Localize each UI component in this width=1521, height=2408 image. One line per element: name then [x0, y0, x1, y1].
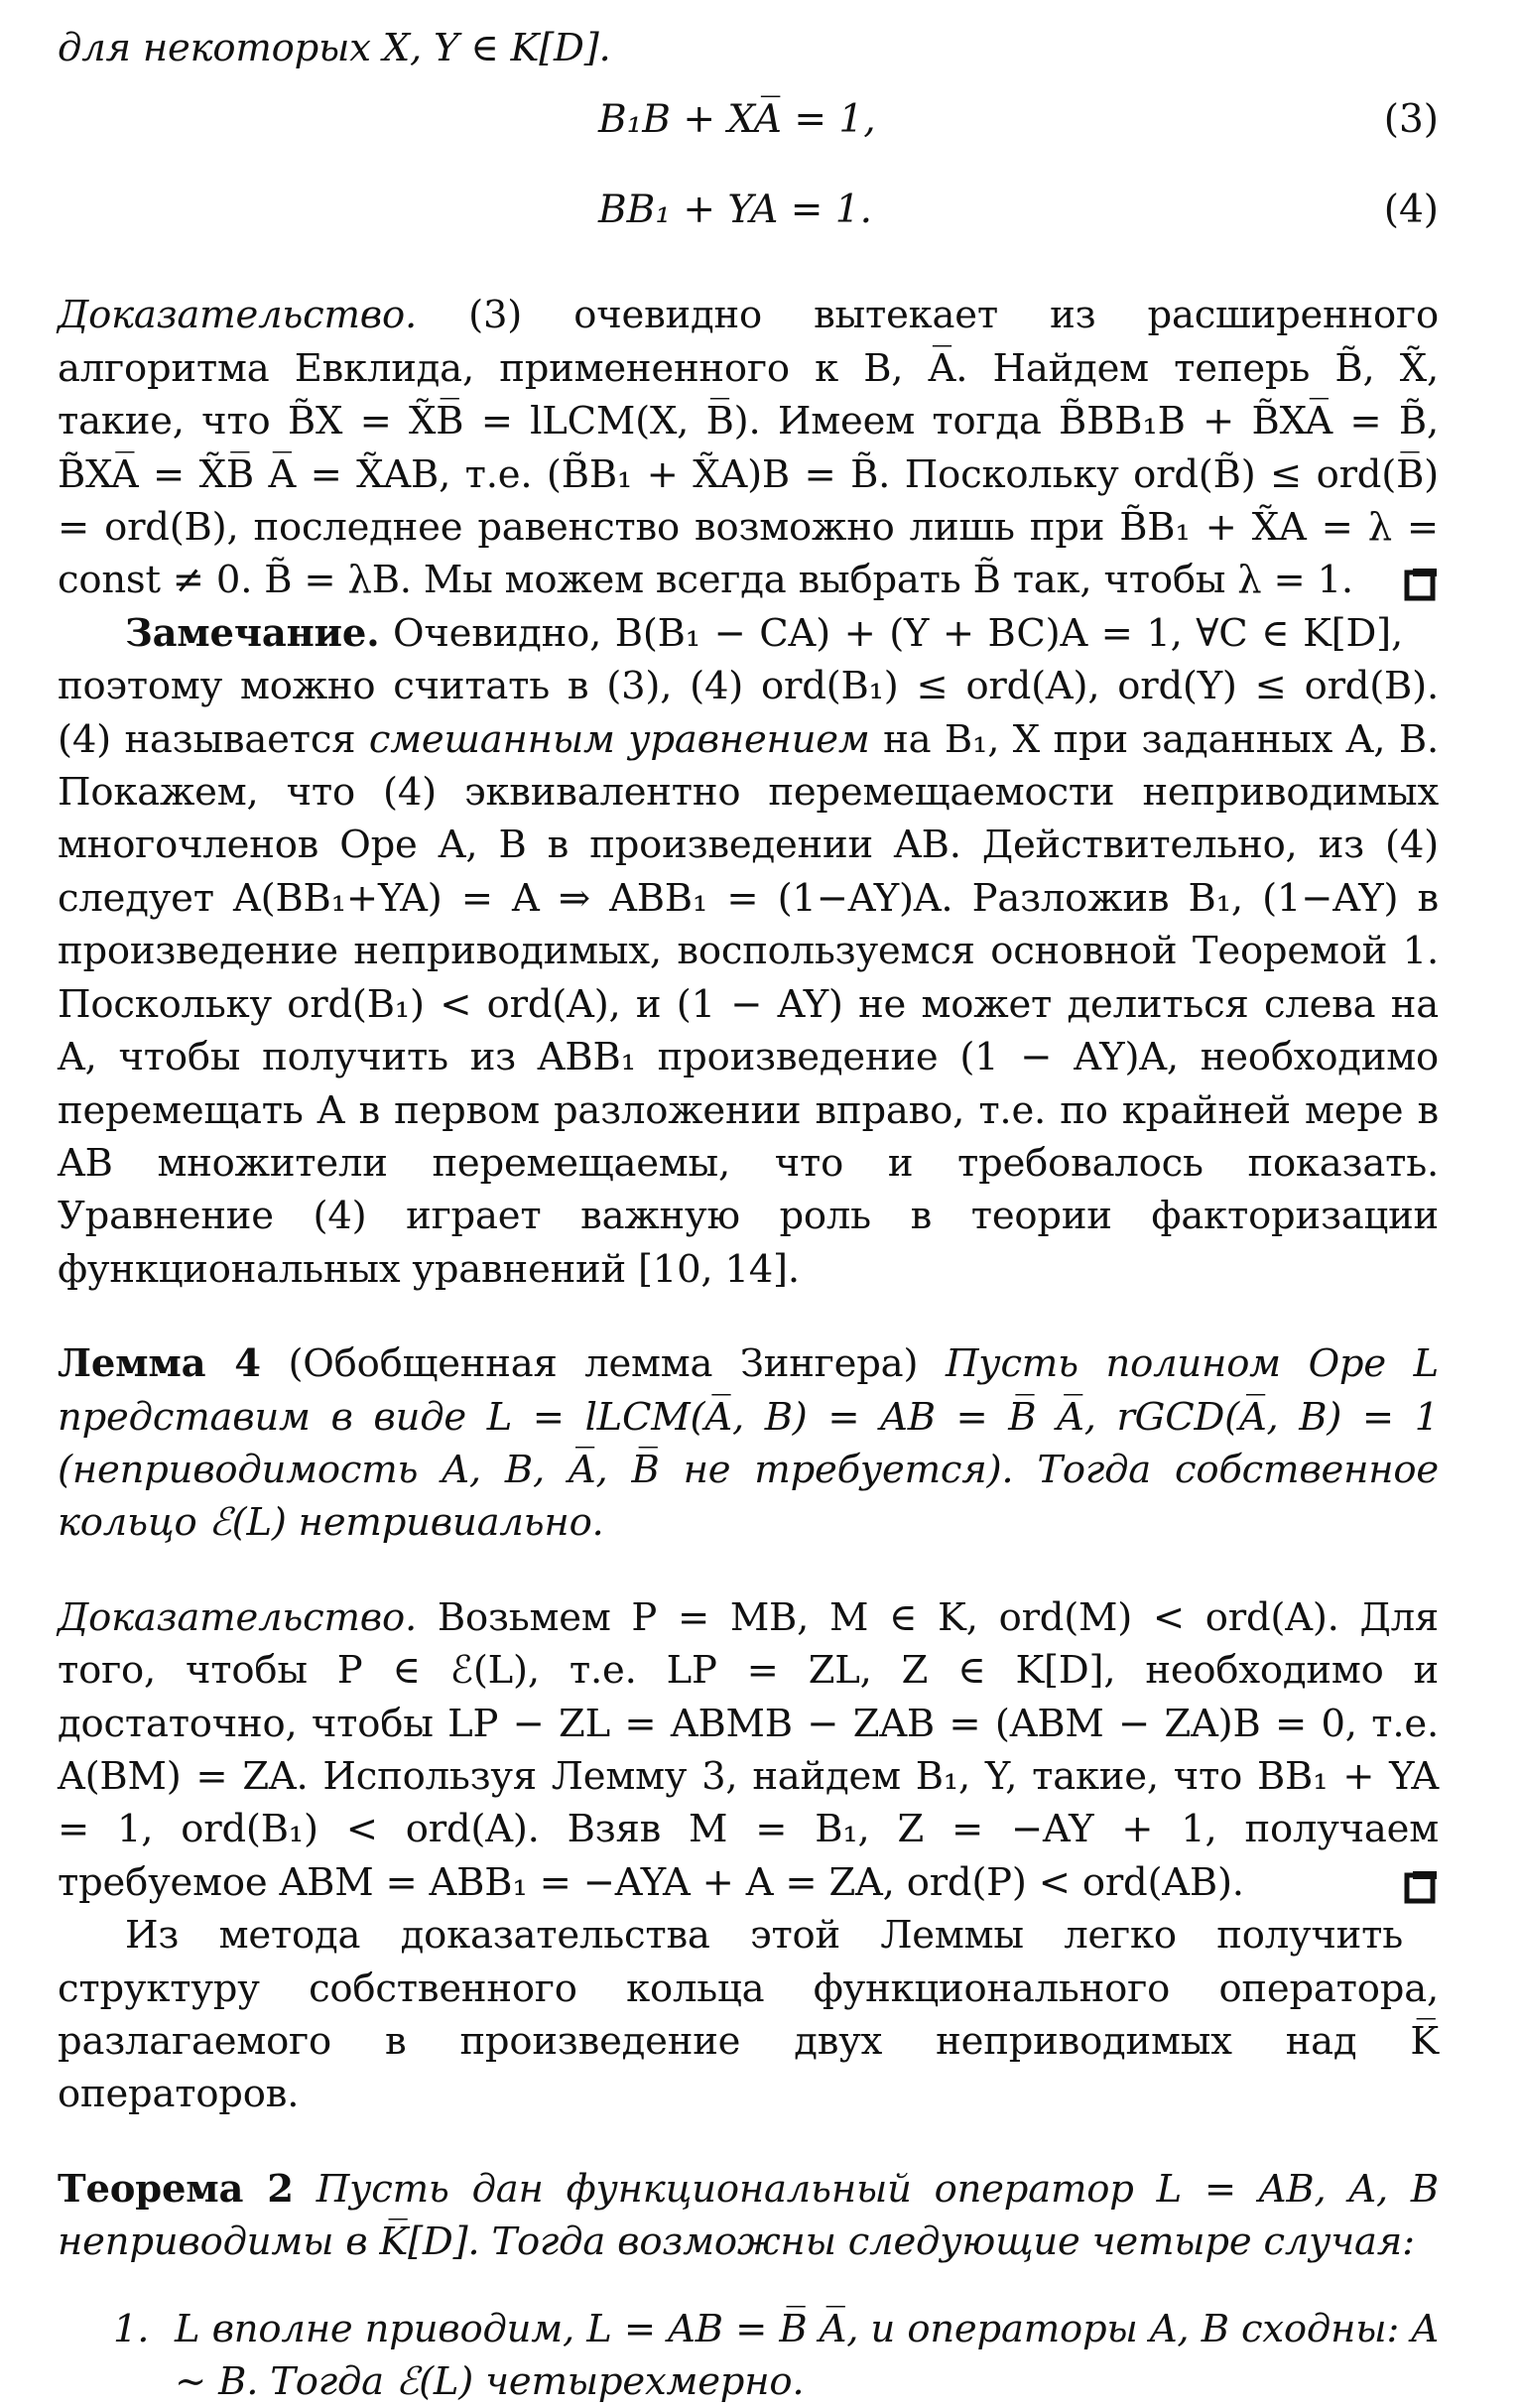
theorem-2-head: Теорема 2 — [58, 2166, 294, 2212]
equation-3-number: (3) — [1383, 97, 1439, 143]
remark — [58, 607, 1439, 1296]
equation-4-number: (4) — [1383, 188, 1439, 233]
line-intro: для некоторых X, Y ∈ K[D]. — [58, 26, 611, 70]
remark-emphasis: смешанным уравнением — [368, 716, 870, 762]
proof-2 — [58, 1591, 1439, 1909]
page — [58, 22, 1439, 2408]
proof-2-head: Доказательство. — [58, 1594, 418, 1640]
equation-3 — [58, 74, 1439, 165]
equation-4-body: BB₁ + YA = 1. — [598, 188, 872, 233]
method-paragraph: Из метода доказательства этой Леммы легко получить структуру собственного кольца функционального оператора, разлагаемого в произведение двух неприводимых над K̅ операторов. — [58, 1913, 1439, 2117]
theorem-2 — [58, 2163, 1439, 2269]
list-item-1-text: L вполне приводим, L = AB = B̅ A̅, и операторы A, B сходны: A ∼ B. Тогда ℰ(L) четырехмерно. — [175, 2306, 1439, 2405]
lemma-4 — [58, 1337, 1439, 1550]
lemma-4-text: Пусть полином Оре L представим в виде L = lLCM(A̅, B) = AB = B̅ A̅, rGCD(A̅, B) = 1 (неприводимость A, B, A̅, B̅ не требуется). Тогда собственное кольцо ℰ(L) нетривиально. — [58, 1341, 1439, 1546]
proof-2-text: Возьмем P = MB, M ∈ K, ord(M) < ord(A). Для того, чтобы P ∈ ℰ(L), т.е. LP = ZL, Z ∈ K[D], необходимо и достаточно, чтобы LP − ZL = ABMB − ZAB = (ABM − ZA)B = 0, т.е. A(BM) = ZA. Используя Лемму 3, найдем B₁, Y, такие, что BB₁ + YA = 1, ord(B₁) < ord(A). Взяв M = B₁, Z = −AY + 1, получаем требуемое ABM = ABB₁ = −AYA + A = ZA, ord(P) < ord(AB). — [58, 1594, 1439, 1905]
list-item-1-marker: 1. — [113, 2306, 150, 2351]
lemma-4-head: Лемма 4 — [58, 1341, 261, 1387]
qed-icon — [1403, 1866, 1439, 1919]
equation-3-body: B₁B + XA̅ = 1, — [598, 97, 876, 143]
remark-text-1: Очевидно, B(B₁ − CA) + (Y + BC)A = 1, ∀C ∈ K[D], поэтому можно считать в (3), (4) ord(B₁) ≤ ord(A), ord(Y) ≤ ord(B). (4) называется — [58, 610, 1439, 762]
remark-head: Замечание. — [125, 610, 380, 656]
equation-4 — [58, 165, 1439, 255]
list-item-1 — [58, 2303, 1439, 2408]
lemma-4-paren: (Обобщенная лемма Зингера) — [260, 1341, 946, 1387]
theorem-2-text: Пусть дан функциональный оператор L = AB, A, B неприводимы в K̅[D]. Тогда возможны следующие четыре случая: — [58, 2166, 1439, 2265]
remark-text-2: на B₁, X при заданных A, B. Покажем, что (4) эквивалентно перемещаемости неприводимых многочленов Оре A, B в произведении AB. Действительно, из (4) следует A(BB₁+YA) = A ⇒ ABB₁ = (1−AY)A. Разложив B₁, (1−AY) в произведение неприводимых, воспользуемся основной Теоремой 1. Поскольку ord(B₁) < ord(A), и (1 − AY) не может делиться слева на A, чтобы получить из ABB₁ произведение (1 − AY)A, необходимо перемещать A в первом разложении вправо, т.е. по крайней мере в AB множители перемещаемы, что и требовалось показать. Уравнение (4) играет важную роль в теории факторизации функциональных уравнений [10, 14]. — [58, 716, 1439, 1292]
proof-1-text: (3) очевидно вытекает из расширенного алгоритма Евклида, примененного к B, A̅. Найдем теперь B̃, X̃, такие, что B̃X = X̃B̅ = lLCM(X, B̅). Имеем тогда B̃BB₁B + B̃XA̅ = B̃, B̃XA̅ = X̃B̅ A̅ = X̃AB, т.е. (B̃B₁ + X̃A)B = B̃. Поскольку ord(B̃) ≤ ord(B̅) = ord(B), последнее равенство возможно лишь при B̃B₁ + X̃A = λ = const ≠ 0. B̃ = λB. Мы можем всегда выбрать B̃ так, чтобы λ = 1. — [58, 293, 1439, 603]
proof-1-head: Доказательство. — [58, 293, 418, 338]
qed-icon — [1403, 564, 1439, 616]
proof-1 — [58, 289, 1439, 606]
